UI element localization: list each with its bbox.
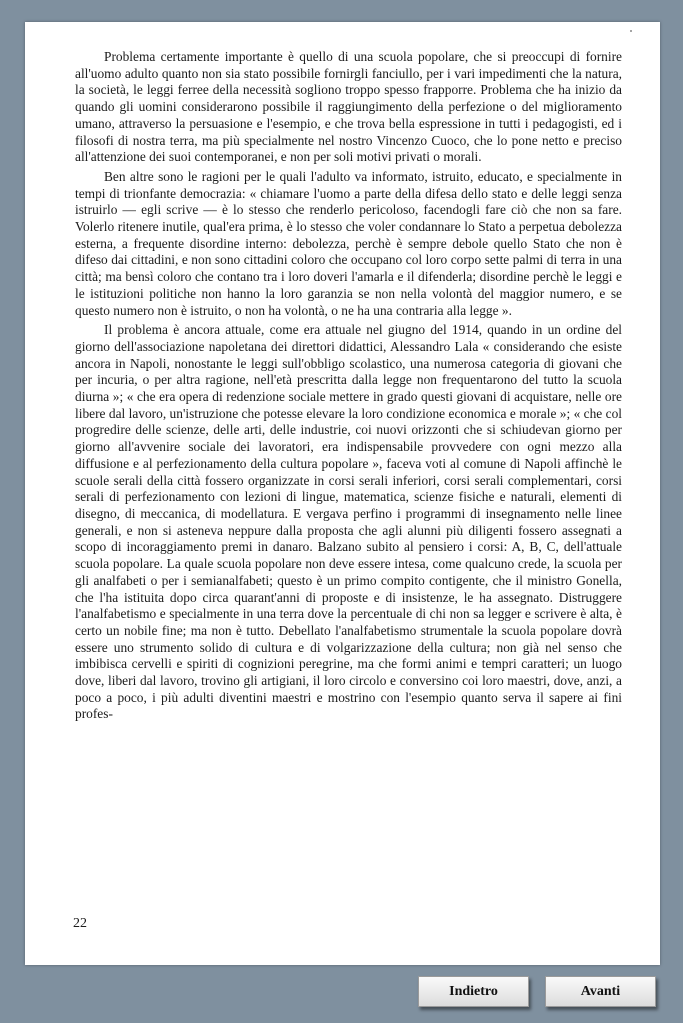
back-button[interactable]: Indietro bbox=[418, 976, 529, 1007]
page-speck bbox=[630, 30, 632, 32]
paragraph-2: Ben altre sono le ragioni per le quali l'adulto va informato, istruito, educato, e specialmente in tempi di trionfante democrazia: « chiamare l'uomo a parte della difesa dello stato e delle leggi senza istruirlo — egli scrive — è lo stesso che renderlo pericoloso, facendogli fare ciò che non sa fare. Volerlo ritenere inutile, qual'era prima, è lo stesso che voler condannare lo Stato a perpetua debolezza esterna, a frequente disordine interno: debolezza, perchè è sempre debole quello Stato che non è difeso dai cittadini, e non sono cittadini coloro che occupano col loro corpo sette palmi di terra in una città; ma bensì coloro che contano tra i loro doveri l'amarla e il difenderla; disordine perchè le leggi e le istituzioni politiche non hanno la loro garanzia se non nella volontà del maggior numero, e se questo numero non è istruito, o non ha volontà, o ne ha una contraria alla legge ». bbox=[75, 168, 622, 318]
next-button[interactable]: Avanti bbox=[545, 976, 656, 1007]
page-body bbox=[75, 49, 622, 723]
paragraph-3: Il problema è ancora attuale, come era attuale nel giugno del 1914, quando in un ordine del giorno dell'associazione napoletana dei direttori didattici, Alessandro Lala « considerando che esiste ancora in Napoli, nonostante le leggi sull'obbligo scolastico, una numerosa categoria di giovani che per incuria, o per altra ragione, nell'età prescritta dalla legge non frequentarono del tutto la scuola diurna »; « che era opera di redenzione sociale mettere in grado questi giovani di acquistare, nelle ore libere dal lavoro, un'istruzione che potesse elevare la loro condizione economica e morale »; « che col progredire delle scienze, delle arti, delle industrie, coi nuovi orizzonti che si schiudevan giorno per giorno all'avvenire sociale dei lavoratori, era indispensabile provvedere con ogni mezzo alla diffusione e al perfezionamento della cultura popolare », faceva voti al comune di Napoli affinchè le scuole serali della città fossero organizzate in corsi serali inferiori, corsi serali complementari, corsi serali di perfezionamento con lezioni di lingue, matematica, scienze fisiche e naturali, elementi di disegno, di meccanica, di modellatura. E vergava perfino i programmi di insegnamento nelle linee generali, e non si asteneva neppure dalla proposta che agli alunni più diligenti fossero assegnati a scopo di incoraggiamento premi in danaro. Balzano subito al pensiero i corsi: A, B, C, dell'attuale scuola popolare. La quale scuola popolare non deve essere intesa, come qualcuno crede, la scuola per gli analfabeti o per i semianalfabeti; questo è un primo compito contigente, che il ministro Gonella, che l'ha istituita dopo circa quarant'anni di proposte e di insistenze, le ha assegnato. Distruggere l'analfabetismo e specialmente in una terra dove la percentuale di chi non sa legger e scrivere è alta, è certo un nobile fine; ma non è tutto. Debellato l'analfabetismo strumentale la scuola popolare dovrà essere uno strumento solido di cultura e di volgarizzazione della cultura; non già nel senso che imbibisca cervelli e spiriti di cognizioni peregrine, ma che formi animi e tempri caratteri; un luogo dove, liberi dal lavoro, trovino gli artigiani, il loro circolo e conversino coi loro maestri, dove, anzi, a poco a poco, i più adulti diventini maestri e mostrino con l'esempio quanto serva il sapere ai fini profes- bbox=[75, 322, 622, 722]
document-page bbox=[25, 22, 660, 965]
paragraph-1: Problema certamente importante è quello di una scuola popolare, che si preoccupi di fornire all'uomo adulto quanto non sia stato possibile fornirgli fanciullo, per i vari impedimenti che la natura, la società, le leggi ferree della necessità sogliono troppo spesso frapporre. Problema che ha inizio da quando gli uomini considerarono possibile il raggiungimento della perfezione o del miglioramento umano, attraverso la persuasione e l'esempio, e che trova bella espressione in tutti i pedagogisti, ed i filosofi di nostra terra, ma più specialmente nel nostro Vincenzo Cuoco, che lo pone netto e preciso all'attenzione dei suoi contemporanei, e non per soli motivi privati o morali. bbox=[75, 49, 622, 165]
page-number: 22 bbox=[73, 916, 87, 931]
